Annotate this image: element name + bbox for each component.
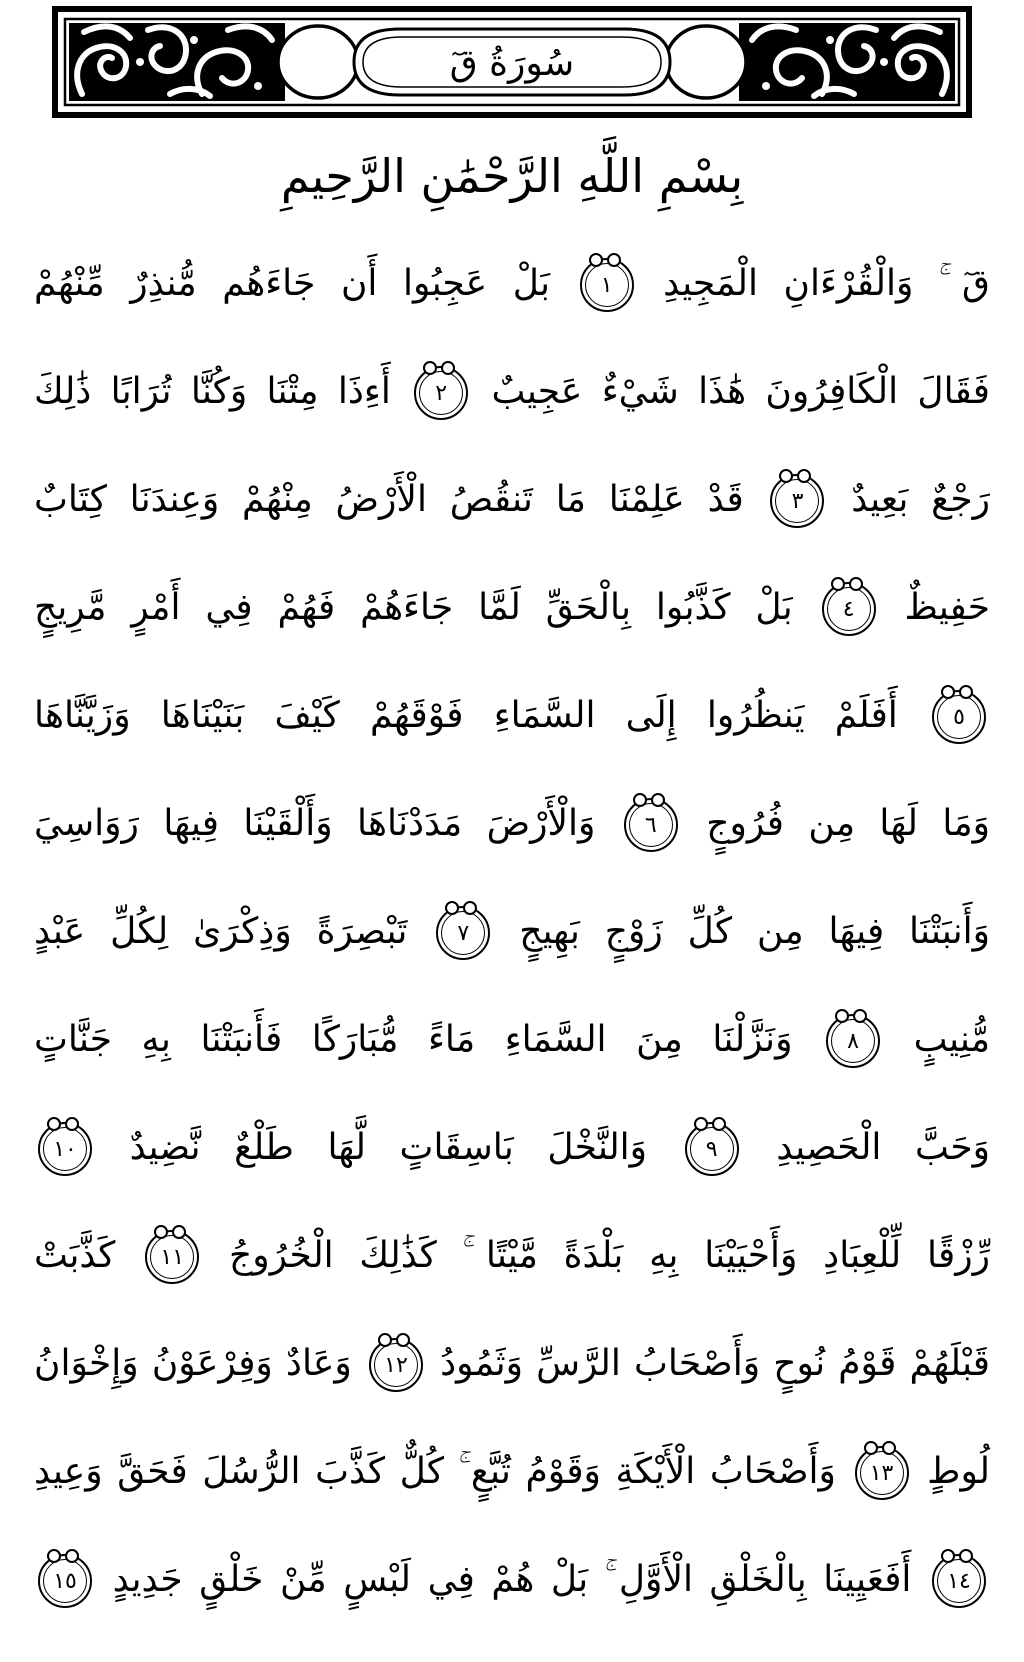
verse-line (34, 662, 990, 770)
ayah-marker (624, 798, 678, 852)
ayah-number: ٨ (831, 1019, 875, 1063)
verse-line (34, 1526, 990, 1634)
ayah-number: ١٢ (374, 1343, 418, 1387)
surah-header-frame (52, 6, 972, 118)
ayah-number: ١١ (150, 1235, 194, 1279)
verse-text: كَذَّبَتْ (34, 1235, 116, 1276)
verse-text: مُّنِيبٍ (913, 1019, 991, 1060)
verse-line (34, 446, 990, 554)
ayah-number: ٣ (775, 479, 819, 523)
ayah-number: ١٥ (43, 1559, 87, 1603)
verse-text: وَنَزَّلْنَا مِنَ السَّمَاءِ مَاءً مُّبَارَكًا فَأَنبَتْنَا بِهِ جَنَّاتٍ (34, 1019, 793, 1060)
verse-text: أَءِذَا مِتْنَا وَكُنَّا تُرَابًا ذَٰلِكَ (34, 371, 391, 412)
verse-text: قَدْ عَلِمْنَا مَا تَنقُصُ الْأَرْضُ مِنْهُمْ وَعِندَنَا كِتَابٌ (34, 479, 744, 520)
verse-line (34, 1310, 990, 1418)
verse-text: رِّزْقًا لِّلْعِبَادِ وَأَحْيَيْنَا بِهِ بَلْدَةً مَّيْتًا ۚ كَذَٰلِكَ الْخُرُوجُ (228, 1235, 990, 1276)
ayah-marker (145, 1230, 199, 1284)
verse-text: وَعَادٌ وَفِرْعَوْنُ وَإِخْوَانُ (34, 1343, 352, 1384)
verse-text: وَأَنبَتْنَا فِيهَا مِن كُلِّ زَوْجٍ بَهِيجٍ (519, 911, 991, 952)
verse-line (34, 878, 990, 986)
ayah-marker (369, 1338, 423, 1392)
surah-header (52, 6, 972, 122)
ayah-marker (770, 474, 824, 528)
ayah-marker (414, 366, 468, 420)
verse-text: وَأَصْحَابُ الْأَيْكَةِ وَقَوْمُ تُبَّعٍ ۚ كُلٌّ كَذَّبَ الرُّسُلَ فَحَقَّ وَعِيدِ (34, 1451, 836, 1492)
ayah-marker (436, 906, 490, 960)
ayah-number: ٦ (629, 803, 673, 847)
verse-text: رَجْعٌ بَعِيدٌ (851, 479, 990, 520)
right-oval-ornament (666, 26, 746, 98)
bismillah: بِسْمِ اللَّهِ الرَّحْمَٰنِ الرَّحِيمِ (280, 149, 744, 203)
ayah-number: ٧ (441, 911, 485, 955)
verse-line (34, 338, 990, 446)
ayah-number: ١٣ (860, 1451, 904, 1495)
ayah-marker (932, 690, 986, 744)
ayah-marker (822, 582, 876, 636)
verse-text: حَفِيظٌ (904, 587, 991, 628)
verse-line (34, 554, 990, 662)
ayah-marker (826, 1014, 880, 1068)
verse-text: أَفَعَيِينَا بِالْخَلْقِ الْأَوَّلِ ۚ بَلْ هُمْ فِي لَبْسٍ مِّنْ خَلْقٍ جَدِيدٍ (112, 1559, 912, 1600)
ayah-number: ٢ (419, 371, 463, 415)
ayah-number: ١ (585, 263, 629, 307)
right-arabesque-ornament (739, 23, 955, 101)
ayah-number: ١٤ (937, 1559, 981, 1603)
surah-title: سُورَةُ قٓ (449, 43, 575, 84)
verse-text: وَمَا لَهَا مِن فُرُوجٍ (706, 803, 990, 844)
verse-text: وَالنَّخْلَ بَاسِقَاتٍ لَّهَا طَلْعٌ نَّضِيدٌ (129, 1127, 648, 1168)
verse-line (34, 1202, 990, 1310)
verse-text: قَبْلَهُمْ قَوْمُ نُوحٍ وَأَصْحَابُ الرَّسِّ وَثَمُودُ (440, 1343, 991, 1384)
ayah-number: ١٠ (43, 1127, 87, 1171)
verse-line (34, 1094, 990, 1202)
verse-line (34, 770, 990, 878)
ayah-number: ٤ (827, 587, 871, 631)
quran-page (0, 6, 1024, 1662)
ayah-number: ٥ (937, 695, 981, 739)
verse-text: فَقَالَ الْكَافِرُونَ هَٰذَا شَيْءٌ عَجِيبٌ (491, 371, 990, 412)
verse-text: بَلْ عَجِبُوا أَن جَاءَهُم مُّنذِرٌ مِّنْهُمْ (34, 263, 551, 304)
verse-text: لُوطٍ (927, 1451, 991, 1492)
ayah-number: ٩ (690, 1127, 734, 1171)
verse-line (34, 1418, 990, 1526)
verse-text: وَحَبَّ الْحَصِيدِ (776, 1127, 990, 1168)
verse-text: تَبْصِرَةً وَذِكْرَىٰ لِكُلِّ عَبْدٍ (34, 911, 408, 952)
ayah-marker (38, 1554, 92, 1608)
verse-text: أَفَلَمْ يَنظُرُوا إِلَى السَّمَاءِ فَوْقَهُمْ كَيْفَ بَنَيْنَاهَا وَزَيَّنَّاهَا (34, 695, 898, 736)
ayah-marker (580, 258, 634, 312)
verse-text: بَلْ كَذَّبُوا بِالْحَقِّ لَمَّا جَاءَهُمْ فَهُمْ فِي أَمْرٍ مَّرِيجٍ (34, 587, 793, 628)
verse-line (34, 986, 990, 1094)
ayah-marker (932, 1554, 986, 1608)
verse-lines (34, 230, 990, 1634)
verse-text: وَالْأَرْضَ مَدَدْنَاهَا وَأَلْقَيْنَا فِيهَا رَوَاسِيَ (34, 803, 596, 844)
ayah-marker (38, 1122, 92, 1176)
left-oval-ornament (278, 26, 358, 98)
ayah-marker (685, 1122, 739, 1176)
ayah-marker (855, 1446, 909, 1500)
left-arabesque-ornament (69, 23, 285, 101)
verse-line (34, 230, 990, 338)
verse-text: قٓ ۚ وَالْقُرْءَانِ الْمَجِيدِ (663, 263, 990, 304)
